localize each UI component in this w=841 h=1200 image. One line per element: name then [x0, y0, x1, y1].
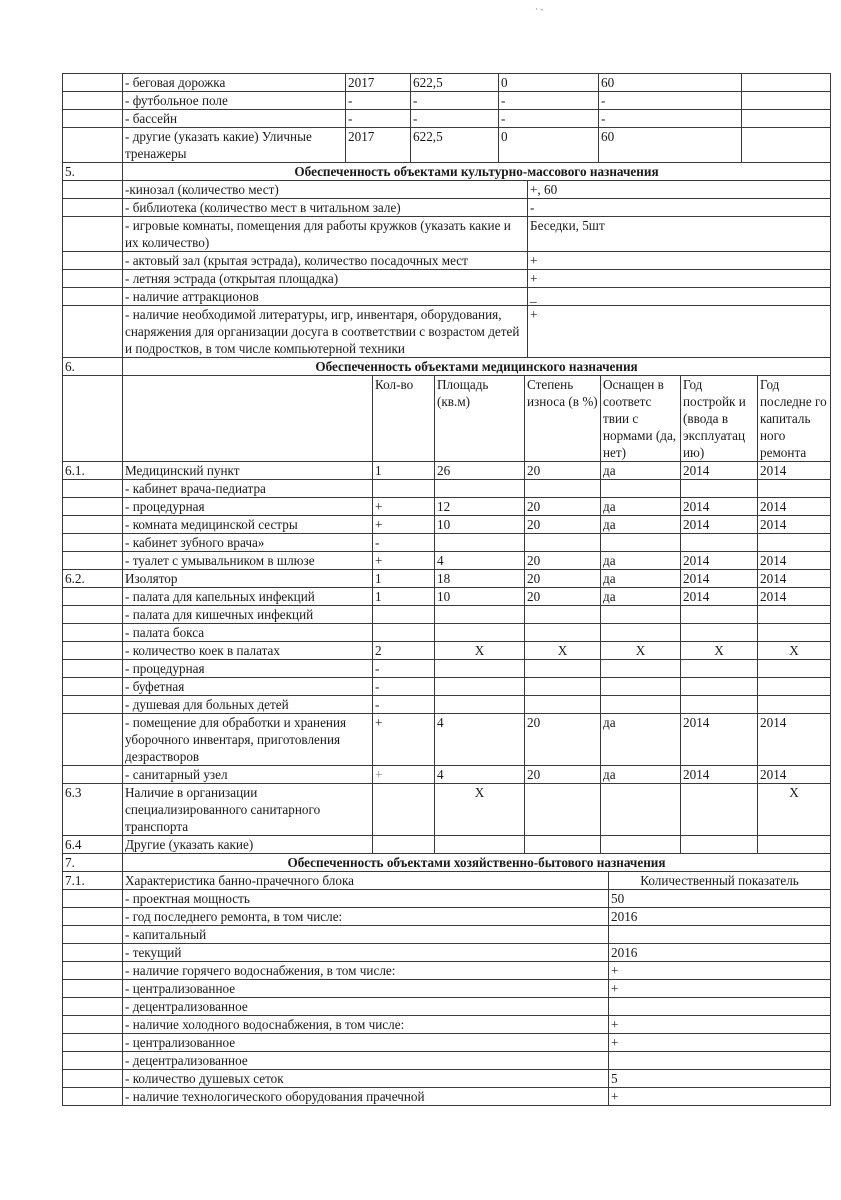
- row-value: да: [601, 714, 681, 766]
- scan-mark: · -: [535, 4, 544, 14]
- column-header: Год последне го капиталь ного ремонта: [758, 376, 831, 462]
- row-value: [373, 480, 435, 498]
- row-value: -: [373, 534, 435, 552]
- row-value: 50: [609, 890, 831, 908]
- row-label: - туалет с умывальником в шлюзе: [123, 552, 373, 570]
- table-row: [63, 199, 831, 217]
- row-value: X: [435, 642, 525, 660]
- row-label: - процедурная: [123, 660, 373, 678]
- row-value: [681, 624, 758, 642]
- row-label: - летняя эстрада (открытая площадка): [123, 270, 528, 288]
- row-value: -: [346, 92, 411, 110]
- table-row: [63, 288, 831, 306]
- row-value: 2014: [681, 766, 758, 784]
- empty-cell: [63, 1034, 123, 1052]
- row-number: [63, 498, 123, 516]
- row-value: 2014: [758, 714, 831, 766]
- table-row: [63, 92, 831, 110]
- table-row: [63, 498, 831, 516]
- row-value: +: [609, 1034, 831, 1052]
- document-page: [62, 73, 830, 1106]
- row-value: 1: [373, 588, 435, 606]
- row-label: - количество коек в палатах: [123, 642, 373, 660]
- column-header: Степень износа (в %): [525, 376, 601, 462]
- row-value: [601, 836, 681, 854]
- table-row: [63, 1088, 831, 1106]
- row-value: 2017: [346, 74, 411, 92]
- row-value: -: [599, 92, 742, 110]
- row-label: Изолятор: [123, 570, 373, 588]
- row-value: 20: [525, 462, 601, 480]
- table-row: [63, 1052, 831, 1070]
- table-row: [63, 1070, 831, 1088]
- table-row: [63, 110, 831, 128]
- row-label: - наличие холодного водоснабжения, в том числе:: [123, 1016, 609, 1034]
- row-value: +: [609, 1088, 831, 1106]
- row-value: [742, 92, 831, 110]
- row-value: 2014: [681, 570, 758, 588]
- row-value: 60: [599, 74, 742, 92]
- table-row: [63, 714, 831, 766]
- row-label: - кабинет зубного врача»: [123, 534, 373, 552]
- section-title: Обеспеченность объектами хозяйственно-бытового назначения: [123, 854, 831, 872]
- section-number: 7.: [63, 854, 123, 872]
- table-row: [63, 480, 831, 498]
- row-label: - душевая для больных детей: [123, 696, 373, 714]
- row-value: [758, 836, 831, 854]
- subsection-number: 7.1.: [63, 872, 123, 890]
- row-value: 2014: [758, 462, 831, 480]
- column-header: Год постройк и (ввода в эксплуатац ию): [681, 376, 758, 462]
- row-value: [525, 784, 601, 836]
- row-label: - буфетная: [123, 678, 373, 696]
- row-number: 6.4: [63, 836, 123, 854]
- row-value: 20: [525, 588, 601, 606]
- row-value: [525, 678, 601, 696]
- table-row: [63, 270, 831, 288]
- row-value: [435, 534, 525, 552]
- row-label: - бассейн: [123, 110, 346, 128]
- row-label: - наличие необходимой литературы, игр, инвентаря, оборудования, снаряжения для организации досуга в соответствии с возрастом детей и подростков, в том числе компьютерной техники: [123, 306, 528, 358]
- table-row: [63, 1016, 831, 1034]
- empty-cell: [63, 944, 123, 962]
- row-number: [63, 552, 123, 570]
- row-number: [63, 678, 123, 696]
- section6-header: [63, 358, 831, 376]
- table-row: [63, 642, 831, 660]
- row-value: 622,5: [411, 128, 499, 163]
- row-value: -: [373, 660, 435, 678]
- row-value: да: [601, 462, 681, 480]
- empty-cell: [63, 270, 123, 288]
- empty-cell: [63, 998, 123, 1016]
- section7-table: [62, 853, 831, 1106]
- row-value: +: [528, 270, 831, 288]
- empty-cell: [63, 1052, 123, 1070]
- table-row: [63, 552, 831, 570]
- empty-cell: [63, 181, 123, 199]
- section6-column-headers: [63, 376, 831, 462]
- row-value: [373, 624, 435, 642]
- empty-cell: [63, 376, 123, 462]
- table-row: [63, 908, 831, 926]
- row-label: - текущий: [123, 944, 609, 962]
- row-value: [758, 660, 831, 678]
- row-label: - игровые комнаты, помещения для работы кружков (указать какие и их количество): [123, 217, 528, 252]
- row-value: -: [346, 110, 411, 128]
- row-value: [435, 606, 525, 624]
- row-value: 60: [599, 128, 742, 163]
- row-value: 20: [525, 570, 601, 588]
- row-value: 2: [373, 642, 435, 660]
- row-value: 4: [435, 714, 525, 766]
- row-label: Медицинский пункт: [123, 462, 373, 480]
- table-row: [63, 128, 831, 163]
- table-row: [63, 306, 831, 358]
- column-header: Площадь (кв.м): [435, 376, 525, 462]
- row-value: 2014: [681, 462, 758, 480]
- row-value: 5: [609, 1070, 831, 1088]
- row-value: [435, 660, 525, 678]
- row-value: 20: [525, 552, 601, 570]
- row-value: [601, 606, 681, 624]
- row-value: 2016: [609, 944, 831, 962]
- row-value: [525, 836, 601, 854]
- row-number: [63, 588, 123, 606]
- row-label: - библиотека (количество мест в читальном зале): [123, 199, 528, 217]
- table-row: [63, 998, 831, 1016]
- row-value: [435, 480, 525, 498]
- row-value: -: [373, 696, 435, 714]
- row-value: 20: [525, 516, 601, 534]
- row-label: - беговая дорожка: [123, 74, 346, 92]
- row-number: [63, 714, 123, 766]
- row-value: 20: [525, 766, 601, 784]
- row-value: [758, 678, 831, 696]
- row-value: [601, 660, 681, 678]
- row-value: 2017: [346, 128, 411, 163]
- row-value: [681, 606, 758, 624]
- row-value: +, 60: [528, 181, 831, 199]
- table-row: [63, 890, 831, 908]
- row-number: [63, 534, 123, 552]
- table-row: [63, 678, 831, 696]
- row-value: +: [373, 766, 435, 784]
- row-label: - централизованное: [123, 980, 609, 998]
- row-value: [601, 480, 681, 498]
- table-row: [63, 181, 831, 199]
- row-label: - наличие аттракционов: [123, 288, 528, 306]
- row-label: - процедурная: [123, 498, 373, 516]
- row-value: [435, 678, 525, 696]
- row-value: [681, 836, 758, 854]
- row-value: [742, 74, 831, 92]
- row-value: +: [528, 252, 831, 270]
- row-value: 2014: [758, 552, 831, 570]
- row-value: X: [435, 784, 525, 836]
- row-value: да: [601, 552, 681, 570]
- row-value: да: [601, 570, 681, 588]
- empty-cell: [63, 1070, 123, 1088]
- row-value: [758, 480, 831, 498]
- row-value: [758, 534, 831, 552]
- row-label: - количество душевых сеток: [123, 1070, 609, 1088]
- subsection-label: Характеристика банно-прачечного блока: [123, 872, 609, 890]
- row-value: [601, 784, 681, 836]
- row-label: - помещение для обработки и хранения уборочного инвентаря, приготовления дезрастворов: [123, 714, 373, 766]
- empty-cell: [63, 926, 123, 944]
- column-header: Кол-во: [373, 376, 435, 462]
- table-row: [63, 588, 831, 606]
- row-value: +: [373, 552, 435, 570]
- row-value: 1: [373, 570, 435, 588]
- row-value: [373, 836, 435, 854]
- row-value: 2014: [758, 516, 831, 534]
- empty-cell: [63, 288, 123, 306]
- row-value: да: [601, 766, 681, 784]
- empty-cell: [63, 1088, 123, 1106]
- row-value: 2014: [758, 570, 831, 588]
- row-value: [525, 534, 601, 552]
- row-value: [525, 480, 601, 498]
- table-row: [63, 516, 831, 534]
- row-value: 20: [525, 498, 601, 516]
- row-label: - децентрализованное: [123, 1052, 609, 1070]
- row-label: - год последнего ремонта, в том числе:: [123, 908, 609, 926]
- row-value: 4: [435, 552, 525, 570]
- row-label: - палата для кишечных инфекций: [123, 606, 373, 624]
- row-value: [681, 784, 758, 836]
- row-label: -кинозал (количество мест): [123, 181, 528, 199]
- row-value: 0: [499, 74, 599, 92]
- section-title: Обеспеченность объектами медицинского назначения: [123, 358, 831, 376]
- row-value: 2014: [681, 516, 758, 534]
- row-value: [601, 534, 681, 552]
- row-value: [681, 678, 758, 696]
- row-value: -: [528, 199, 831, 217]
- row-value: X: [681, 642, 758, 660]
- row-value: да: [601, 498, 681, 516]
- row-label: - капитальный: [123, 926, 609, 944]
- row-value: 2016: [609, 908, 831, 926]
- row-number: 6.1.: [63, 462, 123, 480]
- row-value: -: [599, 110, 742, 128]
- row-value: 18: [435, 570, 525, 588]
- row-value: 2014: [681, 498, 758, 516]
- row-value: 2014: [758, 498, 831, 516]
- section-number: 5.: [63, 163, 123, 181]
- row-label: Другие (указать какие): [123, 836, 373, 854]
- row-number: [63, 480, 123, 498]
- row-value: [742, 110, 831, 128]
- row-value: [609, 998, 831, 1016]
- row-value: [525, 606, 601, 624]
- table-row: [63, 836, 831, 854]
- row-number: [63, 74, 123, 92]
- row-number: 6.3: [63, 784, 123, 836]
- row-value: [681, 480, 758, 498]
- row-value: 10: [435, 516, 525, 534]
- section7-subheader: [63, 872, 831, 890]
- row-label: - актовый зал (крытая эстрада), количество посадочных мест: [123, 252, 528, 270]
- row-value: [435, 696, 525, 714]
- empty-cell: [63, 908, 123, 926]
- table-row: [63, 534, 831, 552]
- section7-header: [63, 854, 831, 872]
- column-header: Оснащен в соответс твии с нормами (да, нет): [601, 376, 681, 462]
- section5-header: [63, 163, 831, 181]
- row-value: [758, 696, 831, 714]
- table-row: [63, 766, 831, 784]
- row-number: [63, 642, 123, 660]
- empty-cell: [63, 217, 123, 252]
- section6-table: [62, 357, 831, 854]
- row-value: 2014: [758, 588, 831, 606]
- row-value: +: [609, 1016, 831, 1034]
- row-value: 26: [435, 462, 525, 480]
- row-number: [63, 110, 123, 128]
- row-label: - футбольное поле: [123, 92, 346, 110]
- value-column-header: Количественный показатель: [609, 872, 831, 890]
- row-value: X: [758, 642, 831, 660]
- row-value: 20: [525, 714, 601, 766]
- row-value: [525, 660, 601, 678]
- table-row: [63, 624, 831, 642]
- empty-cell: [63, 962, 123, 980]
- row-value: [609, 1052, 831, 1070]
- row-value: [525, 696, 601, 714]
- row-value: [601, 624, 681, 642]
- empty-cell: [63, 306, 123, 358]
- row-value: [435, 836, 525, 854]
- row-value: [373, 606, 435, 624]
- row-value: _: [528, 288, 831, 306]
- row-number: [63, 128, 123, 163]
- row-value: 1: [373, 462, 435, 480]
- row-value: +: [528, 306, 831, 358]
- row-label: - централизованное: [123, 1034, 609, 1052]
- row-label: - другие (указать какие) Уличные тренажеры: [123, 128, 346, 163]
- row-value: 12: [435, 498, 525, 516]
- empty-cell: [63, 980, 123, 998]
- row-value: [601, 696, 681, 714]
- row-number: [63, 92, 123, 110]
- table-row: [63, 462, 831, 480]
- row-value: -: [499, 92, 599, 110]
- row-value: [742, 128, 831, 163]
- row-value: [601, 678, 681, 696]
- table-row: [63, 570, 831, 588]
- table-row: [63, 784, 831, 836]
- row-number: [63, 696, 123, 714]
- empty-cell: [63, 252, 123, 270]
- row-value: X: [525, 642, 601, 660]
- row-value: -: [411, 92, 499, 110]
- empty-cell: [123, 376, 373, 462]
- row-number: [63, 660, 123, 678]
- table-row: [63, 696, 831, 714]
- form-table: [62, 73, 831, 163]
- row-value: 2014: [681, 714, 758, 766]
- row-value: 4: [435, 766, 525, 784]
- row-value: 0: [499, 128, 599, 163]
- table-row: [63, 660, 831, 678]
- row-value: [435, 624, 525, 642]
- row-label: Наличие в организации специализированного санитарного транспорта: [123, 784, 373, 836]
- row-label: - санитарный узел: [123, 766, 373, 784]
- empty-cell: [63, 1016, 123, 1034]
- row-label: - комната медицинской сестры: [123, 516, 373, 534]
- table-row: [63, 606, 831, 624]
- section5-table: [62, 162, 831, 358]
- row-value: -: [499, 110, 599, 128]
- row-label: - проектная мощность: [123, 890, 609, 908]
- row-value: [758, 624, 831, 642]
- row-value: +: [609, 980, 831, 998]
- row-number: 6.2.: [63, 570, 123, 588]
- row-label: - наличие горячего водоснабжения, в том числе:: [123, 962, 609, 980]
- row-value: [373, 784, 435, 836]
- row-value: да: [601, 516, 681, 534]
- row-value: +: [373, 714, 435, 766]
- row-value: -: [373, 678, 435, 696]
- table-row: [63, 926, 831, 944]
- row-value: [609, 926, 831, 944]
- empty-cell: [63, 890, 123, 908]
- row-value: +: [373, 498, 435, 516]
- row-value: [758, 606, 831, 624]
- row-value: [525, 624, 601, 642]
- table-row: [63, 217, 831, 252]
- row-value: 2014: [681, 588, 758, 606]
- row-value: [681, 660, 758, 678]
- row-value: -: [411, 110, 499, 128]
- row-value: 622,5: [411, 74, 499, 92]
- table-row: [63, 962, 831, 980]
- row-number: [63, 516, 123, 534]
- row-value: [681, 534, 758, 552]
- empty-cell: [63, 199, 123, 217]
- row-value: X: [758, 784, 831, 836]
- row-number: [63, 624, 123, 642]
- row-value: +: [373, 516, 435, 534]
- table-row: [63, 980, 831, 998]
- row-label: - кабинет врача-педиатра: [123, 480, 373, 498]
- table-row: [63, 944, 831, 962]
- row-value: +: [609, 962, 831, 980]
- section-number: 6.: [63, 358, 123, 376]
- table-row: [63, 252, 831, 270]
- row-label: - палата для капельных инфекций: [123, 588, 373, 606]
- table-row: [63, 74, 831, 92]
- row-value: 2014: [758, 766, 831, 784]
- table-row: [63, 1034, 831, 1052]
- section-title: Обеспеченность объектами культурно-массового назначения: [123, 163, 831, 181]
- row-number: [63, 606, 123, 624]
- row-label: - децентрализованное: [123, 998, 609, 1016]
- row-value: 10: [435, 588, 525, 606]
- row-label: - наличие технологического оборудования прачечной: [123, 1088, 609, 1106]
- row-label: - палата бокса: [123, 624, 373, 642]
- row-value: 2014: [681, 552, 758, 570]
- row-value: [681, 696, 758, 714]
- row-value: да: [601, 588, 681, 606]
- row-value: Беседки, 5шт: [528, 217, 831, 252]
- row-value: X: [601, 642, 681, 660]
- row-number: [63, 766, 123, 784]
